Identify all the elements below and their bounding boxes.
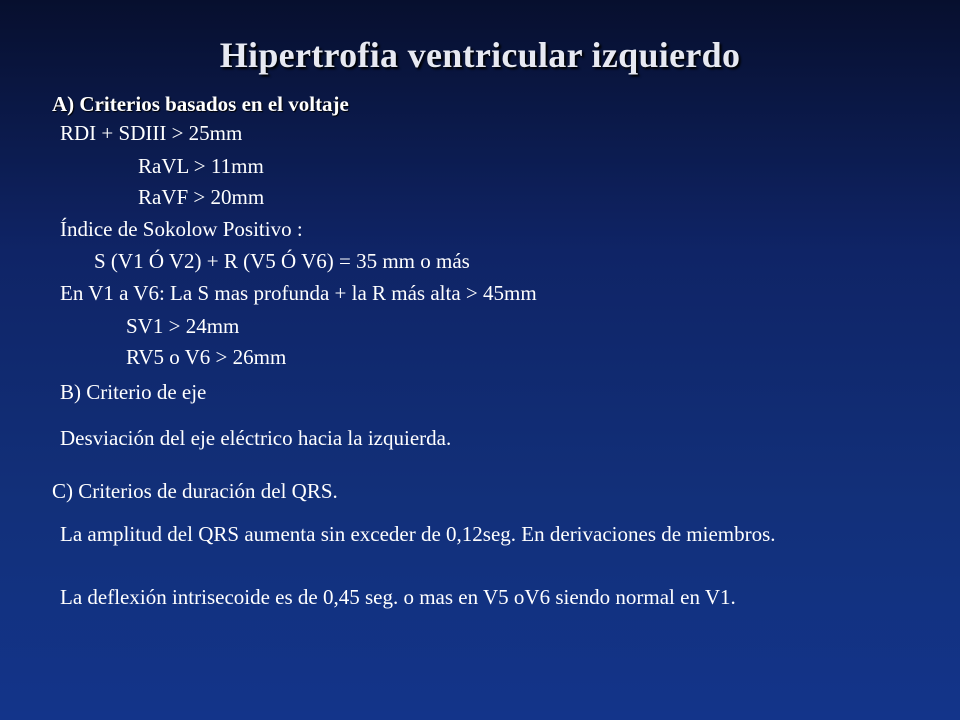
section-a-heading: A) Criterios basados en el voltaje [52, 92, 349, 116]
slide-title: Hipertrofia ventricular izquierdo [219, 35, 741, 75]
sokolow-index-label: Índice de Sokolow Positivo : [60, 217, 303, 241]
criterion-rv5-v6: RV5 o V6 > 26mm [126, 345, 287, 369]
criterion-ravf: RaVF > 20mm [138, 185, 265, 209]
criterion-sv1: SV1 > 24mm [126, 314, 240, 338]
criterion-v1-v6: En V1 a V6: La S mas profunda + la R más alta > 45mm [60, 281, 537, 305]
sokolow-formula: S (V1 Ó V2) + R (V5 Ó V6) = 35 mm o más [94, 249, 470, 273]
section-c-paragraph-2: La deflexión intrisecoide es de 0,45 seg. o mas en V5 oV6 siendo normal en V1. [60, 585, 736, 609]
criterion-rdi-sdiii: RDI + SDIII > 25mm [60, 121, 243, 145]
criterion-ravl: RaVL > 11mm [138, 154, 264, 178]
section-c-paragraph-1: La amplitud del QRS aumenta sin exceder de 0,12seg. En derivaciones de miembros. [60, 522, 776, 546]
section-b-heading: B) Criterio de eje [60, 380, 207, 404]
section-b-text: Desviación del eje eléctrico hacia la izquierda. [60, 426, 452, 450]
section-c-heading: C) Criterios de duración del QRS. [52, 479, 338, 503]
